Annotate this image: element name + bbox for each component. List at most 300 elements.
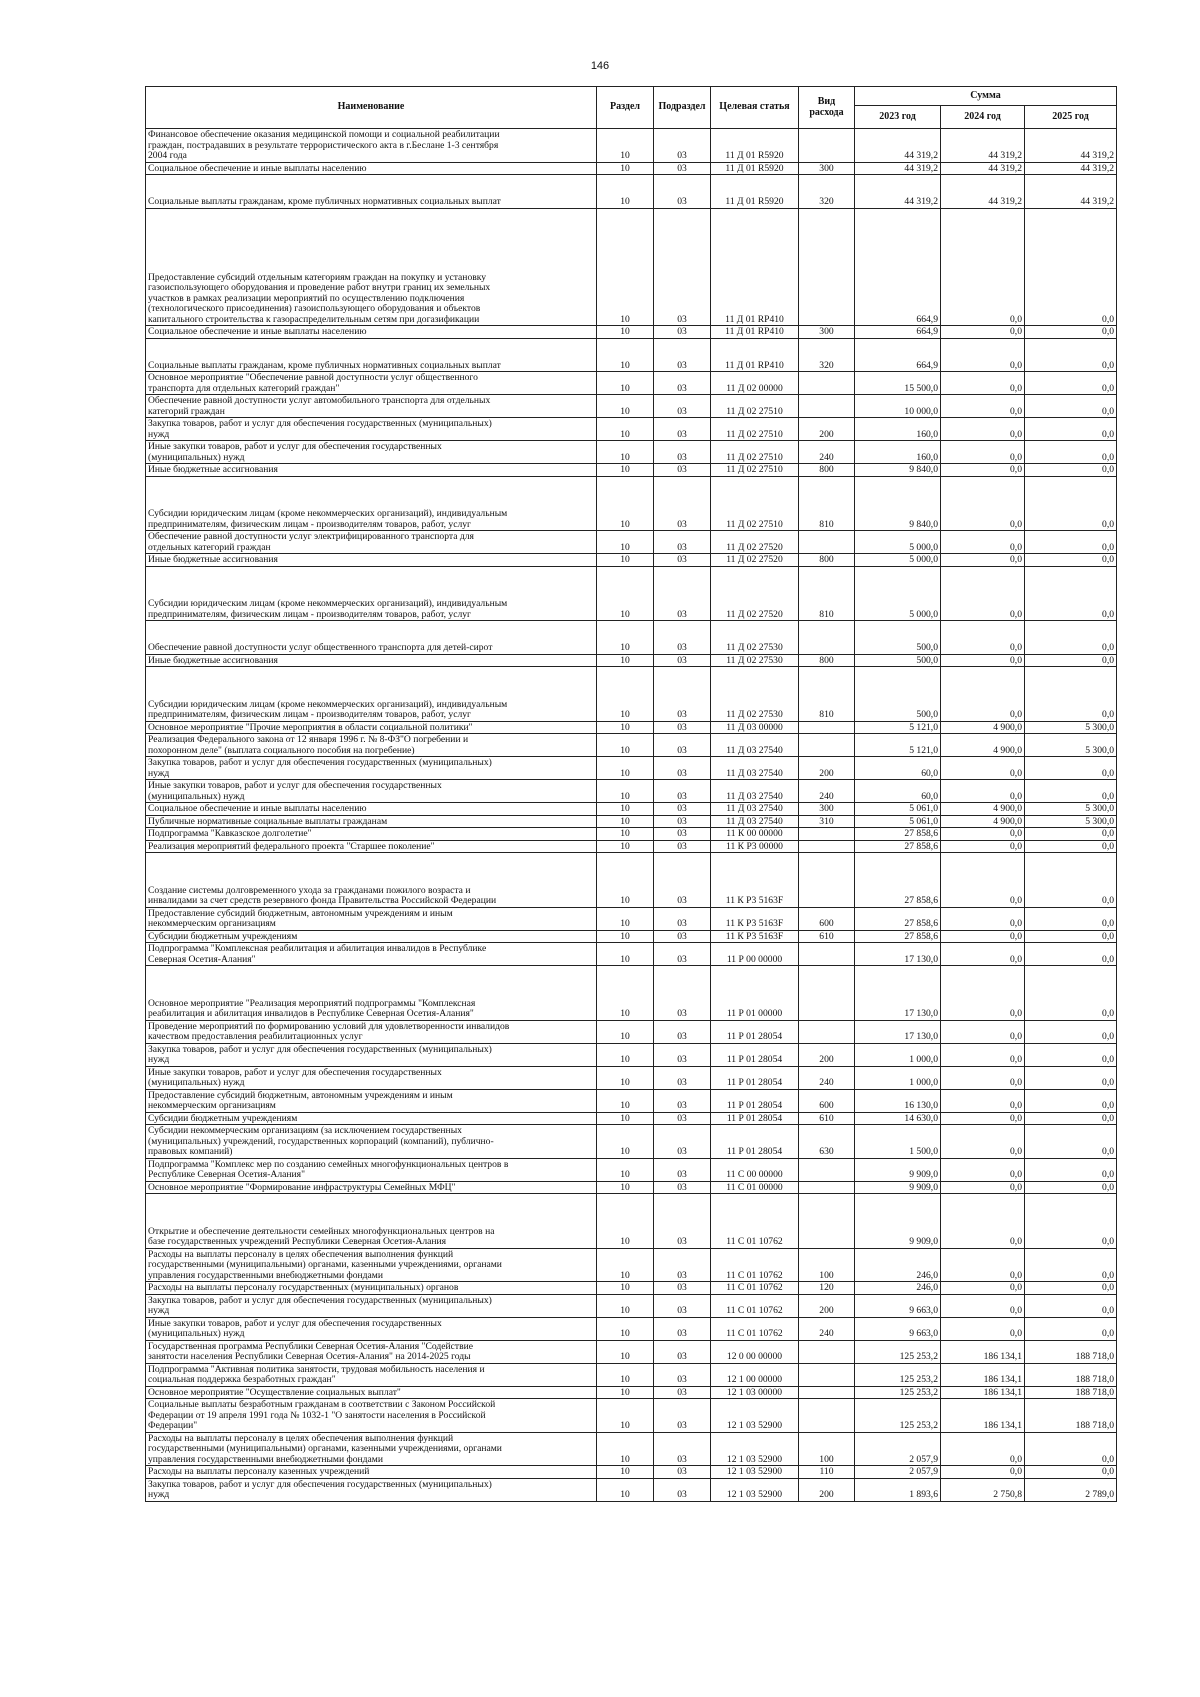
row-name: Предоставление субсидий бюджетным, автономным учреждениям и иным некоммерческим организациям — [146, 907, 597, 930]
row-expense-type: 610 — [799, 1112, 855, 1125]
row-name: Социальные выплаты гражданам, кроме публичных нормативных социальных выплат — [146, 175, 597, 209]
row-expense-type: 610 — [799, 930, 855, 943]
row-name: Создание системы долговременного ухода за гражданами пожилого возраста и инвалидами за счет средств резервного фонда Правительства Российской Федерации — [146, 853, 597, 908]
row-name: Иные закупки товаров, работ и услуг для обеспечения государственных (муниципальных) нужд — [146, 1066, 597, 1089]
row-expense-type — [799, 1194, 855, 1249]
row-sum-2023: 27 858,6 — [855, 907, 941, 930]
table-row — [146, 853, 1117, 908]
row-target: 11 С 01 10762 — [711, 1317, 799, 1340]
row-name: Закупка товаров, работ и услуг для обеспечения государственных (муниципальных) нужд — [146, 1043, 597, 1066]
row-target: 11 Д 02 27520 — [711, 566, 799, 621]
row-sum-2023: 17 130,0 — [855, 966, 941, 1021]
row-expense-type: 600 — [799, 907, 855, 930]
row-sum-2025: 0,0 — [1025, 531, 1117, 554]
row-target: 11 Д 01 R5920 — [711, 175, 799, 209]
row-section: 10 — [597, 815, 654, 828]
row-name: Основное мероприятие "Формирование инфраструктуры Семейных МФЦ" — [146, 1181, 597, 1194]
table-row — [146, 1158, 1117, 1181]
row-expense-type — [799, 1363, 855, 1386]
row-name: Основное мероприятие "Осуществление социальных выплат" — [146, 1386, 597, 1399]
row-target: 12 1 03 00000 — [711, 1386, 799, 1399]
row-section: 10 — [597, 1181, 654, 1194]
row-name: Субсидии юридическим лицам (кроме некоммерческих организаций), индивидуальным предпринимателям, физическим лицам - производителям товаров, работ, услуг — [146, 667, 597, 722]
row-expense-type — [799, 208, 855, 326]
row-target: 11 Д 02 27510 — [711, 441, 799, 464]
row-sum-2025: 0,0 — [1025, 566, 1117, 621]
page-number: 146 — [590, 60, 610, 72]
row-expense-type — [799, 721, 855, 734]
row-sum-2023: 125 253,2 — [855, 1363, 941, 1386]
row-sum-2024: 0,0 — [941, 395, 1025, 418]
row-sum-2024: 186 134,1 — [941, 1399, 1025, 1433]
row-sum-2025: 0,0 — [1025, 828, 1117, 841]
row-sum-2023: 60,0 — [855, 780, 941, 803]
header-sum: Сумма — [855, 87, 1117, 106]
row-expense-type: 320 — [799, 338, 855, 372]
row-name: Реализация Федерального закона от 12 января 1996 г. № 8-ФЗ"О погребении и похоронном деле" (выплата социального пособия на погребение) — [146, 734, 597, 757]
row-expense-type: 800 — [799, 654, 855, 667]
row-sum-2025: 0,0 — [1025, 966, 1117, 1021]
row-target: 11 Д 02 27510 — [711, 464, 799, 477]
row-sum-2025: 0,0 — [1025, 853, 1117, 908]
table-row — [146, 1194, 1117, 1249]
row-sum-2025: 0,0 — [1025, 1294, 1117, 1317]
row-section: 10 — [597, 1194, 654, 1249]
row-name: Публичные нормативные социальные выплаты гражданам — [146, 815, 597, 828]
row-expense-type — [799, 1020, 855, 1043]
row-section: 10 — [597, 175, 654, 209]
row-section: 10 — [597, 943, 654, 966]
row-sum-2025: 44 319,2 — [1025, 162, 1117, 175]
table-row — [146, 1248, 1117, 1282]
row-section: 10 — [597, 654, 654, 667]
row-section: 10 — [597, 621, 654, 655]
row-section: 10 — [597, 162, 654, 175]
row-sum-2025: 0,0 — [1025, 654, 1117, 667]
row-target: 11 Д 01 R5920 — [711, 162, 799, 175]
row-subsection: 03 — [654, 1248, 711, 1282]
row-section: 10 — [597, 667, 654, 722]
row-sum-2025: 0,0 — [1025, 338, 1117, 372]
row-subsection: 03 — [654, 907, 711, 930]
row-section: 10 — [597, 1125, 654, 1159]
row-target: 11 С 01 10762 — [711, 1294, 799, 1317]
table-row — [146, 721, 1117, 734]
row-name: Проведение мероприятий по формированию условий для удовлетворенности инвалидов качеством предоставления реабилитационных услуг — [146, 1020, 597, 1043]
row-expense-type — [799, 828, 855, 841]
row-sum-2025: 0,0 — [1025, 930, 1117, 943]
row-expense-type — [799, 395, 855, 418]
row-subsection: 03 — [654, 621, 711, 655]
row-subsection: 03 — [654, 840, 711, 853]
row-section: 10 — [597, 1066, 654, 1089]
row-target: 12 1 03 52900 — [711, 1399, 799, 1433]
row-sum-2024: 0,0 — [941, 853, 1025, 908]
row-sum-2024: 186 134,1 — [941, 1386, 1025, 1399]
row-section: 10 — [597, 840, 654, 853]
table-row — [146, 531, 1117, 554]
table-row — [146, 828, 1117, 841]
row-name: Иные бюджетные ассигнования — [146, 554, 597, 567]
row-expense-type — [799, 966, 855, 1021]
row-subsection: 03 — [654, 1181, 711, 1194]
row-sum-2025: 0,0 — [1025, 1181, 1117, 1194]
row-sum-2025: 188 718,0 — [1025, 1399, 1117, 1433]
row-subsection: 03 — [654, 566, 711, 621]
row-sum-2024: 0,0 — [941, 566, 1025, 621]
row-subsection: 03 — [654, 441, 711, 464]
row-name: Социальное обеспечение и иные выплаты населению — [146, 162, 597, 175]
table-row — [146, 441, 1117, 464]
row-sum-2025: 0,0 — [1025, 1112, 1117, 1125]
row-expense-type: 120 — [799, 1282, 855, 1295]
row-sum-2023: 15 500,0 — [855, 372, 941, 395]
row-target: 11 Д 01 RP410 — [711, 208, 799, 326]
row-sum-2025: 0,0 — [1025, 1282, 1117, 1295]
header-subsection: Подраздел — [654, 87, 711, 129]
row-subsection: 03 — [654, 326, 711, 339]
row-target: 11 Р 00 00000 — [711, 943, 799, 966]
row-section: 10 — [597, 531, 654, 554]
row-sum-2025: 0,0 — [1025, 1158, 1117, 1181]
row-expense-type: 100 — [799, 1248, 855, 1282]
table-row — [146, 1363, 1117, 1386]
row-sum-2023: 10 000,0 — [855, 395, 941, 418]
budget-table — [145, 86, 1117, 1502]
row-expense-type: 300 — [799, 803, 855, 816]
table-row — [146, 1181, 1117, 1194]
row-section: 10 — [597, 476, 654, 531]
row-name: Основное мероприятие "Реализация мероприятий подпрограммы "Комплексная реабилитация и абилитация инвалидов в Республике Северная Осетия-Алания" — [146, 966, 597, 1021]
row-sum-2024: 0,0 — [941, 1294, 1025, 1317]
row-name: Субсидии юридическим лицам (кроме некоммерческих организаций), индивидуальным предпринимателям, физическим лицам - производителям товаров, работ, услуг — [146, 566, 597, 621]
row-target: 11 Д 02 27530 — [711, 667, 799, 722]
row-sum-2025: 0,0 — [1025, 208, 1117, 326]
table-row — [146, 175, 1117, 209]
row-sum-2024: 0,0 — [941, 476, 1025, 531]
row-sum-2024: 0,0 — [941, 1248, 1025, 1282]
row-subsection: 03 — [654, 1432, 711, 1466]
row-name: Обеспечение равной доступности услуг общественного транспорта для детей-сирот — [146, 621, 597, 655]
row-target: 11 Д 03 27540 — [711, 815, 799, 828]
row-expense-type: 600 — [799, 1089, 855, 1112]
row-sum-2024: 0,0 — [941, 966, 1025, 1021]
row-expense-type: 310 — [799, 815, 855, 828]
row-name: Субсидии бюджетным учреждениям — [146, 930, 597, 943]
row-subsection: 03 — [654, 1363, 711, 1386]
row-target: 12 1 03 52900 — [711, 1466, 799, 1479]
row-name: Подпрограмма "Комплексная реабилитация и абилитация инвалидов в Республике Северная Осетия-Алания" — [146, 943, 597, 966]
row-sum-2023: 1 500,0 — [855, 1125, 941, 1159]
row-expense-type: 240 — [799, 441, 855, 464]
row-sum-2024: 0,0 — [941, 1432, 1025, 1466]
row-subsection: 03 — [654, 208, 711, 326]
row-name: Закупка товаров, работ и услуг для обеспечения государственных (муниципальных) нужд — [146, 1294, 597, 1317]
table-row — [146, 1432, 1117, 1466]
row-sum-2025: 0,0 — [1025, 621, 1117, 655]
row-sum-2025: 0,0 — [1025, 1317, 1117, 1340]
row-sum-2024: 2 750,8 — [941, 1478, 1025, 1501]
table-row — [146, 1282, 1117, 1295]
row-target: 11 К 00 00000 — [711, 828, 799, 841]
row-sum-2024: 0,0 — [941, 554, 1025, 567]
row-name: Расходы на выплаты персоналу в целях обеспечения выполнения функций государственными (муниципальными) органами, казенными учреждениями, органами управления государственными внебюджетными фондами — [146, 1248, 597, 1282]
row-subsection: 03 — [654, 395, 711, 418]
row-sum-2025: 0,0 — [1025, 395, 1117, 418]
row-sum-2023: 246,0 — [855, 1248, 941, 1282]
row-subsection: 03 — [654, 780, 711, 803]
row-sum-2024: 0,0 — [941, 464, 1025, 477]
row-name: Предоставление субсидий отдельным категориям граждан на покупку и установку газоиспользующего оборудования и проведение работ внутри границ их земельных участков в рамках реализации мероприятий по осуществлению подключения (технологического присоединения) газоиспользующего оборудования и объектов капитального строительства к газораспределительным сетям при догазификации — [146, 208, 597, 326]
row-subsection: 03 — [654, 1125, 711, 1159]
row-section: 10 — [597, 1089, 654, 1112]
row-section: 10 — [597, 1158, 654, 1181]
table-row — [146, 1294, 1117, 1317]
row-sum-2025: 5 300,0 — [1025, 721, 1117, 734]
row-sum-2025: 0,0 — [1025, 667, 1117, 722]
row-sum-2024: 186 134,1 — [941, 1340, 1025, 1363]
row-expense-type: 240 — [799, 1317, 855, 1340]
row-target: 11 С 01 10762 — [711, 1248, 799, 1282]
row-name: Иные бюджетные ассигнования — [146, 654, 597, 667]
row-sum-2025: 0,0 — [1025, 554, 1117, 567]
row-target: 11 К Р3 5163F — [711, 930, 799, 943]
row-sum-2025: 2 789,0 — [1025, 1478, 1117, 1501]
row-sum-2023: 160,0 — [855, 441, 941, 464]
table-row — [146, 757, 1117, 780]
row-name: Расходы на выплаты персоналу в целях обеспечения выполнения функций государственными (муниципальными) органами, казенными учреждениями, органами управления государственными внебюджетными фондами — [146, 1432, 597, 1466]
table-row — [146, 1020, 1117, 1043]
table-row — [146, 943, 1117, 966]
row-target: 11 Р 01 28054 — [711, 1043, 799, 1066]
row-sum-2025: 0,0 — [1025, 1125, 1117, 1159]
row-sum-2025: 0,0 — [1025, 840, 1117, 853]
row-subsection: 03 — [654, 1089, 711, 1112]
row-sum-2024: 0,0 — [941, 907, 1025, 930]
row-section: 10 — [597, 1478, 654, 1501]
row-sum-2023: 9 840,0 — [855, 476, 941, 531]
row-sum-2024: 0,0 — [941, 1194, 1025, 1249]
row-sum-2024: 0,0 — [941, 326, 1025, 339]
row-subsection: 03 — [654, 803, 711, 816]
table-row — [146, 1399, 1117, 1433]
row-target: 11 Д 03 00000 — [711, 721, 799, 734]
row-subsection: 03 — [654, 1466, 711, 1479]
row-target: 11 Д 02 27530 — [711, 654, 799, 667]
row-subsection: 03 — [654, 1194, 711, 1249]
row-subsection: 03 — [654, 531, 711, 554]
row-sum-2024: 0,0 — [941, 621, 1025, 655]
row-subsection: 03 — [654, 175, 711, 209]
row-subsection: 03 — [654, 464, 711, 477]
row-subsection: 03 — [654, 1294, 711, 1317]
row-sum-2023: 17 130,0 — [855, 1020, 941, 1043]
table-row — [146, 326, 1117, 339]
row-sum-2025: 0,0 — [1025, 780, 1117, 803]
row-expense-type: 300 — [799, 326, 855, 339]
row-sum-2024: 0,0 — [941, 441, 1025, 464]
row-subsection: 03 — [654, 1020, 711, 1043]
row-name: Иные закупки товаров, работ и услуг для обеспечения государственных (муниципальных) нужд — [146, 780, 597, 803]
row-section: 10 — [597, 757, 654, 780]
row-subsection: 03 — [654, 667, 711, 722]
row-sum-2023: 5 000,0 — [855, 554, 941, 567]
row-sum-2025: 5 300,0 — [1025, 803, 1117, 816]
table-row — [146, 621, 1117, 655]
row-section: 10 — [597, 129, 654, 163]
table-row — [146, 907, 1117, 930]
row-sum-2024: 0,0 — [941, 757, 1025, 780]
table-row — [146, 966, 1117, 1021]
table-row — [146, 566, 1117, 621]
row-subsection: 03 — [654, 1386, 711, 1399]
row-section: 10 — [597, 372, 654, 395]
row-name: Социальное обеспечение и иные выплаты населению — [146, 803, 597, 816]
row-sum-2023: 5 121,0 — [855, 734, 941, 757]
row-subsection: 03 — [654, 476, 711, 531]
row-sum-2025: 44 319,2 — [1025, 129, 1117, 163]
row-subsection: 03 — [654, 943, 711, 966]
row-sum-2024: 0,0 — [941, 654, 1025, 667]
row-sum-2023: 5 121,0 — [855, 721, 941, 734]
row-target: 11 С 01 10762 — [711, 1194, 799, 1249]
row-sum-2023: 44 319,2 — [855, 129, 941, 163]
row-expense-type — [799, 1340, 855, 1363]
row-sum-2025: 0,0 — [1025, 1432, 1117, 1466]
row-target: 11 Д 01 RP410 — [711, 326, 799, 339]
row-subsection: 03 — [654, 162, 711, 175]
row-section: 10 — [597, 1466, 654, 1479]
row-sum-2024: 0,0 — [941, 338, 1025, 372]
row-target: 11 Д 03 27540 — [711, 803, 799, 816]
row-section: 10 — [597, 1386, 654, 1399]
row-sum-2023: 664,9 — [855, 208, 941, 326]
row-sum-2023: 27 858,6 — [855, 828, 941, 841]
table-row — [146, 476, 1117, 531]
row-sum-2024: 0,0 — [941, 1125, 1025, 1159]
row-name: Иные бюджетные ассигнования — [146, 464, 597, 477]
table-row — [146, 1066, 1117, 1089]
table-row — [146, 395, 1117, 418]
row-sum-2024: 0,0 — [941, 1066, 1025, 1089]
row-target: 11 С 01 10762 — [711, 1282, 799, 1295]
row-expense-type: 200 — [799, 1043, 855, 1066]
table-body — [146, 129, 1117, 1502]
table-row — [146, 464, 1117, 477]
row-sum-2024: 44 319,2 — [941, 175, 1025, 209]
row-subsection: 03 — [654, 853, 711, 908]
table-row — [146, 803, 1117, 816]
table-row — [146, 1125, 1117, 1159]
header-name: Наименование — [146, 87, 597, 129]
row-sum-2025: 0,0 — [1025, 326, 1117, 339]
row-sum-2024: 0,0 — [941, 1112, 1025, 1125]
row-name: Предоставление субсидий бюджетным, автономным учреждениям и иным некоммерческим организациям — [146, 1089, 597, 1112]
row-sum-2024: 0,0 — [941, 1282, 1025, 1295]
table-header — [146, 87, 1117, 129]
row-sum-2023: 9 840,0 — [855, 464, 941, 477]
row-target: 12 1 03 52900 — [711, 1478, 799, 1501]
table-row — [146, 1386, 1117, 1399]
row-target: 11 Д 02 27520 — [711, 554, 799, 567]
row-sum-2023: 500,0 — [855, 621, 941, 655]
table-row — [146, 372, 1117, 395]
row-section: 10 — [597, 464, 654, 477]
row-sum-2023: 9 909,0 — [855, 1194, 941, 1249]
row-subsection: 03 — [654, 1158, 711, 1181]
row-sum-2025: 5 300,0 — [1025, 815, 1117, 828]
row-expense-type — [799, 734, 855, 757]
row-sum-2024: 44 319,2 — [941, 129, 1025, 163]
row-section: 10 — [597, 1432, 654, 1466]
row-target: 11 К Р3 00000 — [711, 840, 799, 853]
row-sum-2023: 27 858,6 — [855, 930, 941, 943]
row-sum-2025: 44 319,2 — [1025, 175, 1117, 209]
table-row — [146, 815, 1117, 828]
row-section: 10 — [597, 1294, 654, 1317]
table-row — [146, 1466, 1117, 1479]
row-section: 10 — [597, 734, 654, 757]
row-target: 11 Д 03 27540 — [711, 757, 799, 780]
row-section: 10 — [597, 803, 654, 816]
row-target: 11 Д 03 27540 — [711, 734, 799, 757]
row-target: 12 1 03 52900 — [711, 1432, 799, 1466]
row-expense-type: 810 — [799, 667, 855, 722]
row-expense-type — [799, 840, 855, 853]
row-sum-2024: 0,0 — [941, 840, 1025, 853]
row-sum-2024: 0,0 — [941, 780, 1025, 803]
row-section: 10 — [597, 1399, 654, 1433]
row-sum-2025: 0,0 — [1025, 441, 1117, 464]
row-subsection: 03 — [654, 1399, 711, 1433]
row-subsection: 03 — [654, 1317, 711, 1340]
row-name: Закупка товаров, работ и услуг для обеспечения государственных (муниципальных) нужд — [146, 1478, 597, 1501]
table-row — [146, 338, 1117, 372]
row-sum-2025: 0,0 — [1025, 476, 1117, 531]
table-row — [146, 1478, 1117, 1501]
row-sum-2023: 9 663,0 — [855, 1294, 941, 1317]
row-sum-2024: 0,0 — [941, 208, 1025, 326]
row-subsection: 03 — [654, 338, 711, 372]
row-target: 11 Д 01 R5920 — [711, 129, 799, 163]
row-section: 10 — [597, 1340, 654, 1363]
row-sum-2025: 5 300,0 — [1025, 734, 1117, 757]
row-target: 11 Р 01 00000 — [711, 966, 799, 1021]
row-target: 11 Д 02 00000 — [711, 372, 799, 395]
row-section: 10 — [597, 395, 654, 418]
row-expense-type — [799, 943, 855, 966]
row-sum-2024: 4 900,0 — [941, 803, 1025, 816]
row-target: 11 Р 01 28054 — [711, 1020, 799, 1043]
row-subsection: 03 — [654, 815, 711, 828]
row-sum-2024: 0,0 — [941, 1317, 1025, 1340]
table-row — [146, 162, 1117, 175]
row-subsection: 03 — [654, 930, 711, 943]
row-sum-2023: 44 319,2 — [855, 175, 941, 209]
table-row — [146, 930, 1117, 943]
row-expense-type: 110 — [799, 1466, 855, 1479]
row-subsection: 03 — [654, 1478, 711, 1501]
row-sum-2025: 0,0 — [1025, 907, 1117, 930]
row-expense-type — [799, 372, 855, 395]
row-name: Иные закупки товаров, работ и услуг для обеспечения государственных (муниципальных) нужд — [146, 441, 597, 464]
header-2023: 2023 год — [855, 106, 941, 129]
row-sum-2023: 664,9 — [855, 338, 941, 372]
row-expense-type: 800 — [799, 554, 855, 567]
row-sum-2025: 0,0 — [1025, 1466, 1117, 1479]
row-section: 10 — [597, 828, 654, 841]
header-target: Целевая статья — [711, 87, 799, 129]
